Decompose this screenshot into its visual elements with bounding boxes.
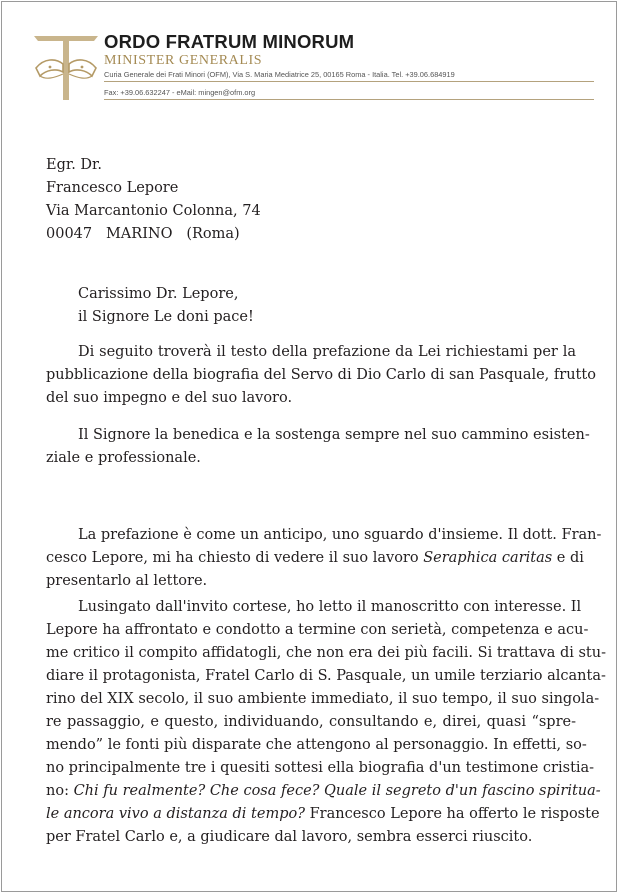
recipient-line: Egr. Dr. bbox=[46, 157, 102, 173]
greeting-line: il Signore Le doni pace! bbox=[78, 309, 254, 325]
text-line: Lepore ha affrontato e condotto a termine con serietà, competenza e acu- bbox=[46, 622, 589, 638]
italic-questions: Chi fu realmente? Che cosa fece? Quale il segreto d'un fascino spiritua- bbox=[73, 783, 601, 799]
text-line: per Fratel Carlo e, a giudicare dal lavoro, sembra esserci riuscito. bbox=[46, 829, 533, 845]
text-line: Lusingato dall'invito cortese, ho letto il manoscritto con interesse. Il bbox=[78, 599, 582, 615]
text-run: no: bbox=[46, 783, 74, 799]
preface-paragraph-1 bbox=[46, 524, 602, 593]
text-line: presentarlo al lettore. bbox=[46, 573, 208, 589]
text-run: Francesco Lepore ha offerto le risposte bbox=[305, 806, 600, 822]
text-line: rino del XIX secolo, il suo ambiente immediato, il suo tempo, il suo singola- bbox=[46, 691, 600, 707]
text-line: ziale e professionale. bbox=[46, 450, 201, 466]
text-line: mendo” le fonti più disparate che attengono al personaggio. In effetti, so- bbox=[46, 737, 587, 753]
text-line: me critico il compito affidatogli, che non era dei più facili. Si trattava di stu- bbox=[46, 645, 606, 661]
text-line bbox=[46, 803, 600, 826]
letter-paragraph-1 bbox=[46, 341, 596, 410]
letterhead-fax: Fax: +39.06.632247 - eMail: mingen@ofm.org bbox=[104, 88, 256, 97]
text-line: La prefazione è come un anticipo, uno sguardo d'insieme. Il dott. Fran- bbox=[78, 527, 602, 543]
text-line bbox=[46, 547, 584, 570]
recipient-line: Francesco Lepore bbox=[46, 180, 179, 196]
text-line: re passaggio, e questo, individuando, consultando e, direi, quasi “spre- bbox=[46, 714, 576, 730]
text-line bbox=[46, 780, 601, 803]
text-run: cesco Lepore, mi ha chiesto di vedere il suo lavoro bbox=[46, 550, 424, 566]
preface-paragraph-2 bbox=[46, 596, 606, 849]
letterhead-office: MINISTER GENERALIS bbox=[104, 53, 263, 68]
text-line: no principalmente tre i quesiti sottesi ella biografia d'un testimone cristia- bbox=[46, 760, 595, 776]
text-line: Di seguito troverà il testo della prefazione da Lei richiestami per la bbox=[78, 344, 576, 360]
text-line: del suo impegno e del suo lavoro. bbox=[46, 390, 293, 406]
greeting-line: Carissimo Dr. Lepore, bbox=[78, 286, 239, 302]
letterhead-rule-top bbox=[104, 81, 594, 82]
franciscan-emblem-icon bbox=[30, 28, 102, 102]
recipient-line: 00047 MARINO (Roma) bbox=[46, 226, 240, 242]
greeting bbox=[46, 283, 576, 329]
text-line: Il Signore la benedica e la sostenga sempre nel suo cammino esisten- bbox=[78, 427, 590, 443]
book-title: Seraphica caritas bbox=[423, 550, 553, 566]
letterhead-order: ORDO FRATRUM MINORUM bbox=[104, 31, 355, 52]
letter-paragraph-2 bbox=[46, 424, 590, 470]
text-line: diare il protagonista, Fratel Carlo di S. Pasquale, un umile terziario alcanta- bbox=[46, 668, 606, 684]
text-line: pubblicazione della biografia del Servo di Dio Carlo di san Pasquale, frutto bbox=[46, 367, 596, 383]
recipient-address bbox=[46, 154, 576, 246]
text-run: e di bbox=[552, 550, 584, 566]
letterhead-rule-bottom bbox=[104, 99, 594, 100]
italic-questions: le ancora vivo a distanza di tempo? bbox=[46, 806, 305, 822]
letterhead-address: Curia Generale dei Frati Minori (OFM), Via S. Maria Mediatrice 25, 00165 Roma - Italia. Tel. +39.06.684919 bbox=[104, 70, 455, 79]
recipient-line: Via Marcantonio Colonna, 74 bbox=[46, 203, 261, 219]
